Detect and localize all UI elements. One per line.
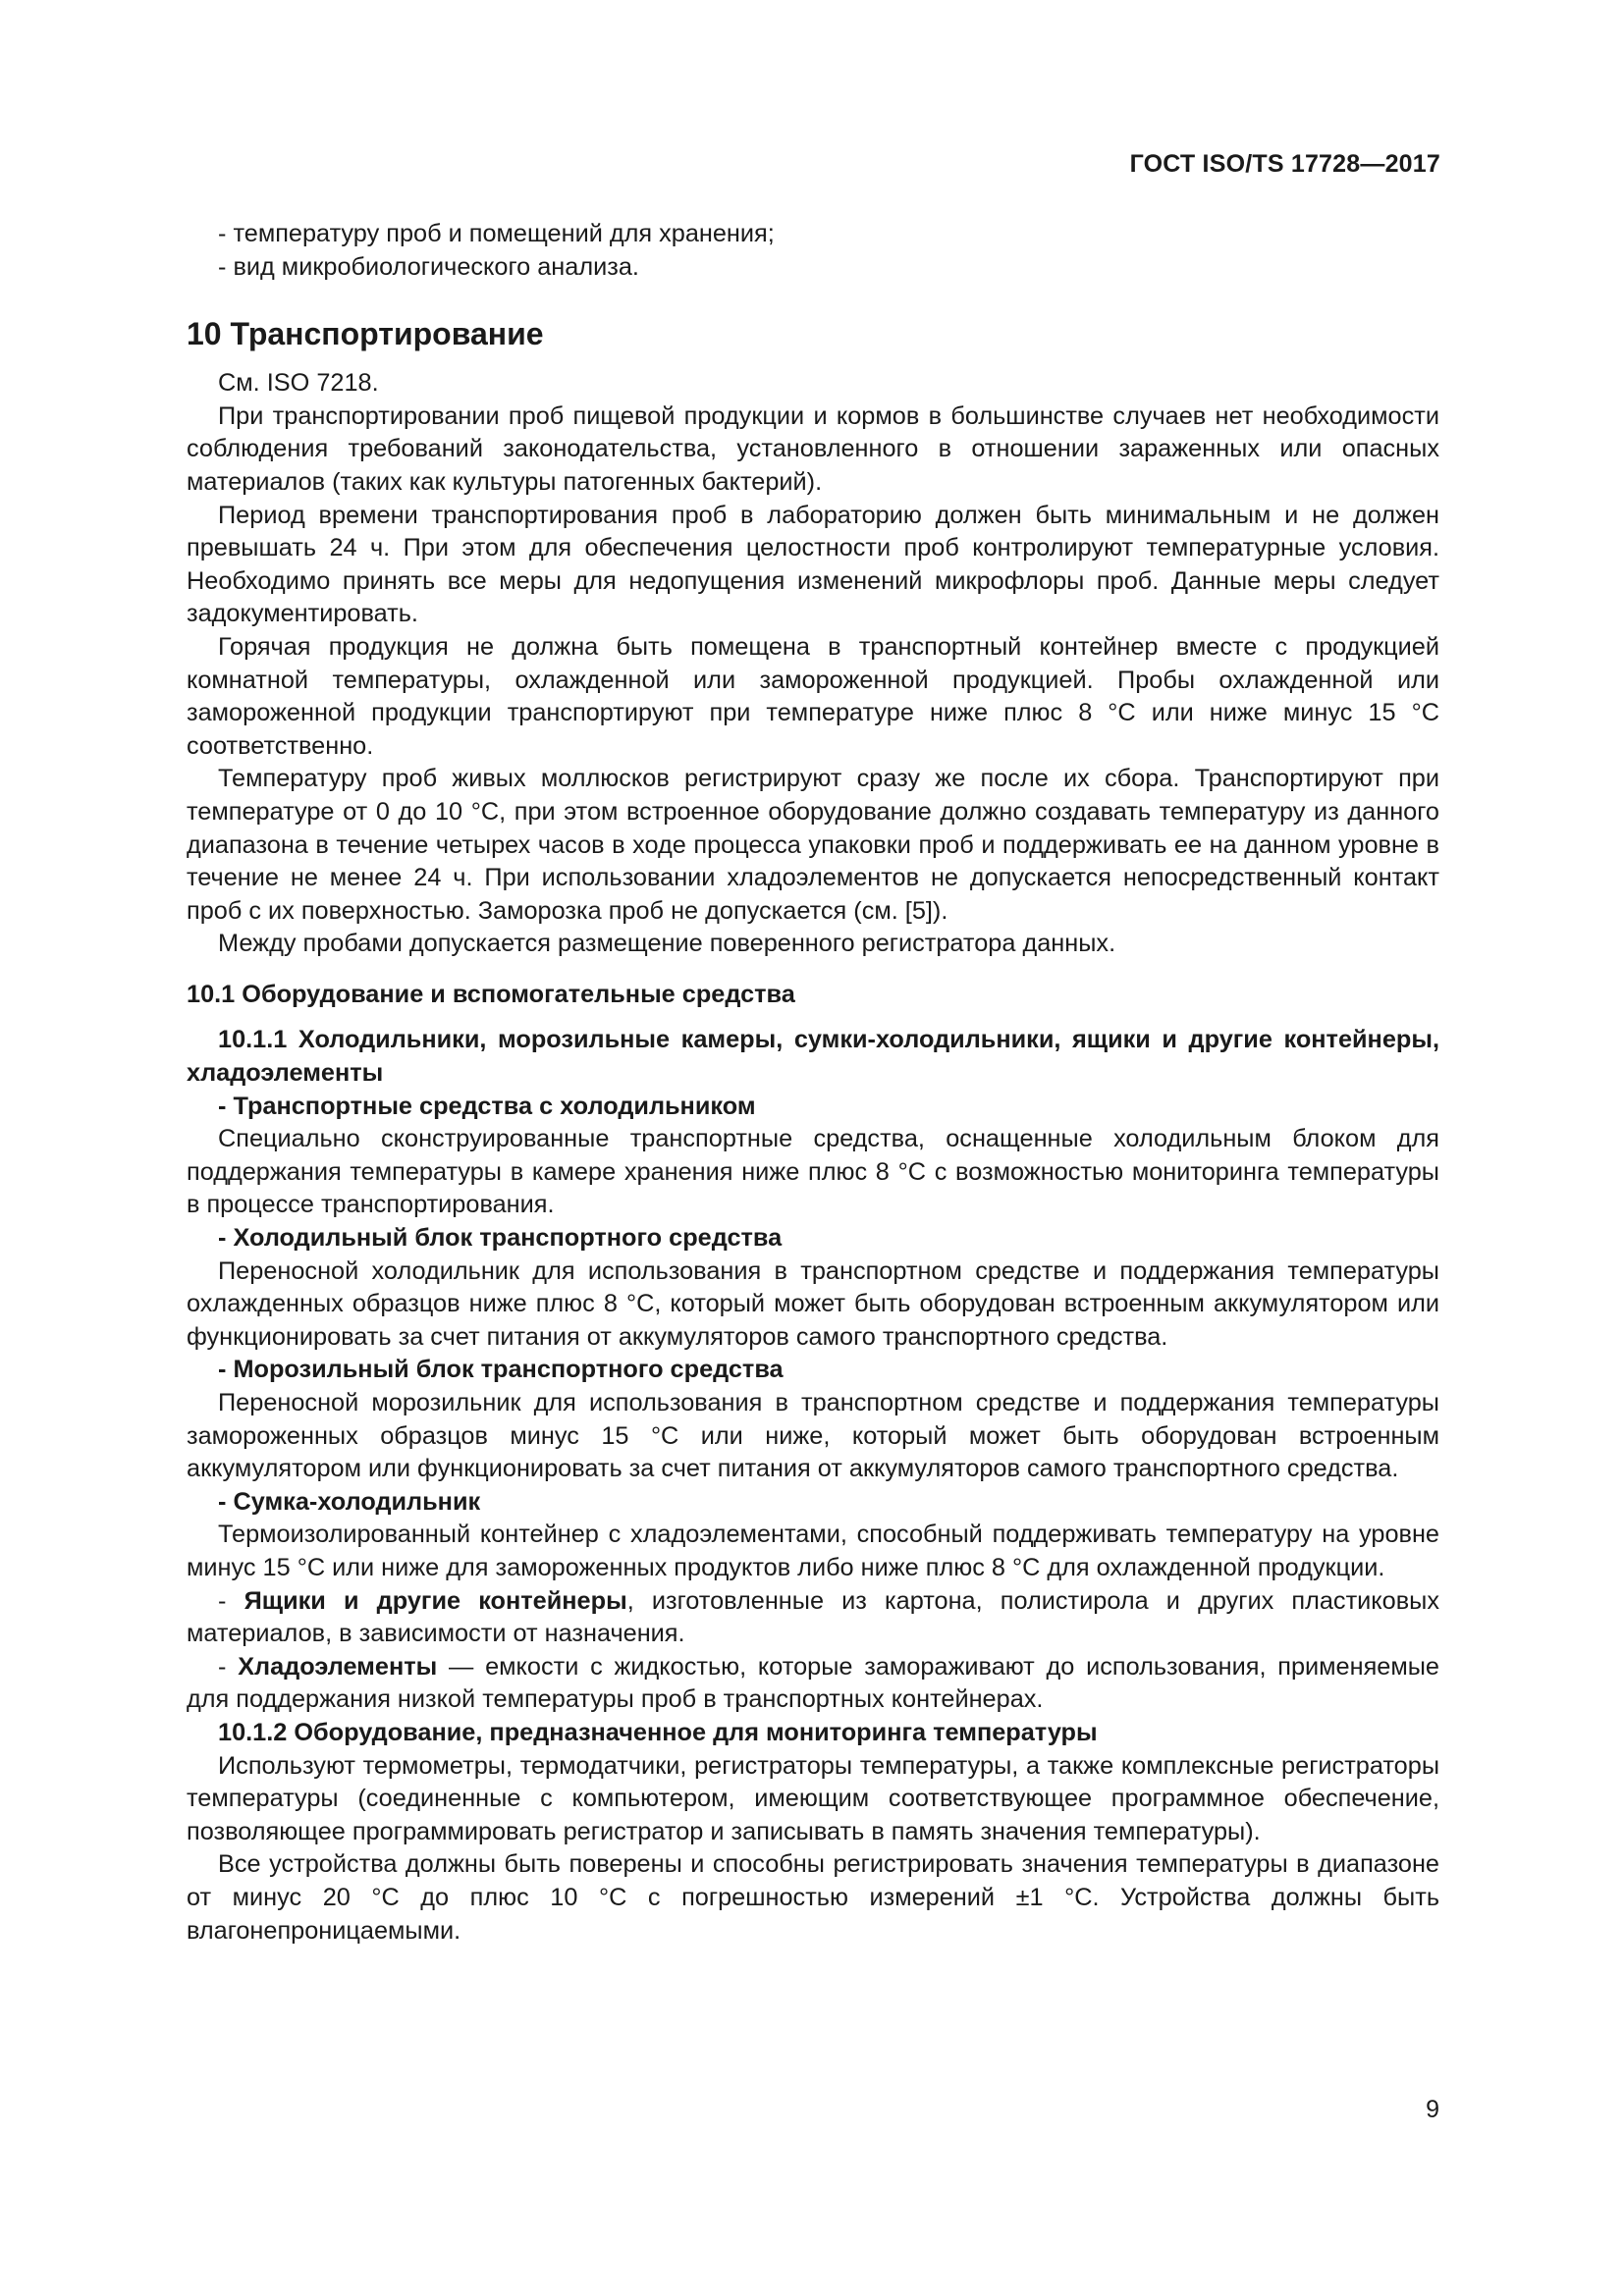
item-term: - Холодильный блок транспортного средства <box>218 1224 783 1253</box>
document-body <box>187 218 1439 1948</box>
document-code-header: ГОСТ ISO/TS 17728—2017 <box>1129 150 1440 178</box>
paragraph: Период времени транспортирования проб в лабораторию должен быть минимальным и не должен превышать 24 ч. При этом для обеспечения целостности проб контролируют температурные условия. Необходимо принять все меры для недопущения изменений микрофлоры проб. Данные меры следует задокументировать. <box>187 501 1439 628</box>
item-term: - Транспортные средства с холодильником <box>218 1092 756 1120</box>
item-term: - Сумка-холодильник <box>218 1487 481 1516</box>
item-text: Специально сконструированные транспортные средства, оснащенные холодильным блоком для поддержания температуры в камере хранения ниже плюс 8 °С с возможностью мониторинга температуры в процессе транспортирования. <box>187 1125 1439 1219</box>
boxes-term: Ящики и другие контейнеры <box>244 1586 627 1615</box>
paragraph: Используют термометры, термодатчики, регистраторы температуры, а также комплексные регистраторы температуры (соединенные с компьютером, имеющим соответствующее программное обеспечение, позволяющее программировать регистратор и записывать в память значения температуры). <box>187 1751 1439 1845</box>
section-title: 10 Транспортирование <box>187 316 544 352</box>
paragraph: Все устройства должны быть поверены и способны регистрировать значения температуры в диапазоне от минус 20 °С до плюс 10 °С с погрешностью измерений ±1 °С. Устройства должны быть влагонепроницаемыми. <box>187 1850 1439 1945</box>
boxes-prefix: - <box>218 1586 244 1615</box>
item-text: Переносной морозильник для использования в транспортном средстве и поддержания температуры замороженных образцов минус 15 °С или ниже, который может быть оборудован встроенным аккумулятором или функционировать за счет питания от аккумуляторов самого транспортного средства. <box>187 1389 1439 1483</box>
list-item: - температуру проб и помещений для хранения; <box>218 220 775 247</box>
boxes-text: , изготовленные из картона, полистирола и других пластиковых материалов, в зависимости от назначения. <box>187 1586 1439 1648</box>
paragraph: Между пробами допускается размещение поверенного регистратора данных. <box>218 930 1116 958</box>
cold-text: — емкости с жидкостью, которые замораживают до использования, применяемые для поддержания низкой температуры проб в транспортных контейнерах. <box>187 1652 1439 1714</box>
paragraph: См. ISO 7218. <box>218 369 379 398</box>
subsection-title: 10.1.1 Холодильники, морозильные камеры, сумки-холодильники, ящики и другие контейнеры, хладоэлементы <box>187 1026 1439 1088</box>
subsection-title: 10.1.2 Оборудование, предназначенное для мониторинга температуры <box>218 1718 1098 1746</box>
item-text: Термоизолированный контейнер с хладоэлементами, способный поддерживать температуру на уровне минус 15 °С или ниже для замороженных продуктов либо ниже плюс 8 °С для охлажденной продукции. <box>187 1521 1439 1581</box>
boxes-paragraph <box>187 1585 1439 1651</box>
cold-prefix: - <box>218 1652 239 1681</box>
cold-elements-paragraph <box>187 1651 1439 1717</box>
page-number: 9 <box>1426 2096 1439 2123</box>
paragraph: При транспортировании проб пищевой продукции и кормов в большинстве случаев нет необходимости соблюдения требований законодательства, установленного в отношении зараженных или опасных материалов (таких как культуры патогенных бактерий). <box>187 401 1439 496</box>
cold-term: Хладоэлементы <box>238 1652 438 1681</box>
paragraph: Температуру проб живых моллюсков регистрируют сразу же после их сбора. Транспортируют при температуре от 0 до 10 °С, при этом встроенное оборудование должно создавать температуру из данного диапазона в течение четырех часов в ходе процесса упаковки проб и поддерживать ее на данном уровне в течение не менее 24 ч. При использовании хладоэлементов не допускается непосредственный контакт проб с их поверхностью. Заморозка проб не допускается (см. [5]). <box>187 765 1439 925</box>
paragraph: Горячая продукция не должна быть помещена в транспортный контейнер вместе с продукцией комнатной температуры, охлажденной или замороженной продукцией. Пробы охлажденной или замороженной продукции транспортируют при температуре ниже плюс 8 °С или ниже минус 15 °С соответственно. <box>187 632 1439 760</box>
subsection-title: 10.1 Оборудование и вспомогательные средства <box>187 980 795 1008</box>
list-item: - вид микробиологического анализа. <box>218 252 639 281</box>
item-term: - Морозильный блок транспортного средства <box>218 1356 784 1384</box>
item-text: Переносной холодильник для использования в транспортном средстве и поддержания температуры охлажденных образцов ниже плюс 8 °С, который может быть оборудован встроенным аккумулятором или функционировать за счет питания от аккумуляторов самого транспортного средства. <box>187 1256 1439 1351</box>
